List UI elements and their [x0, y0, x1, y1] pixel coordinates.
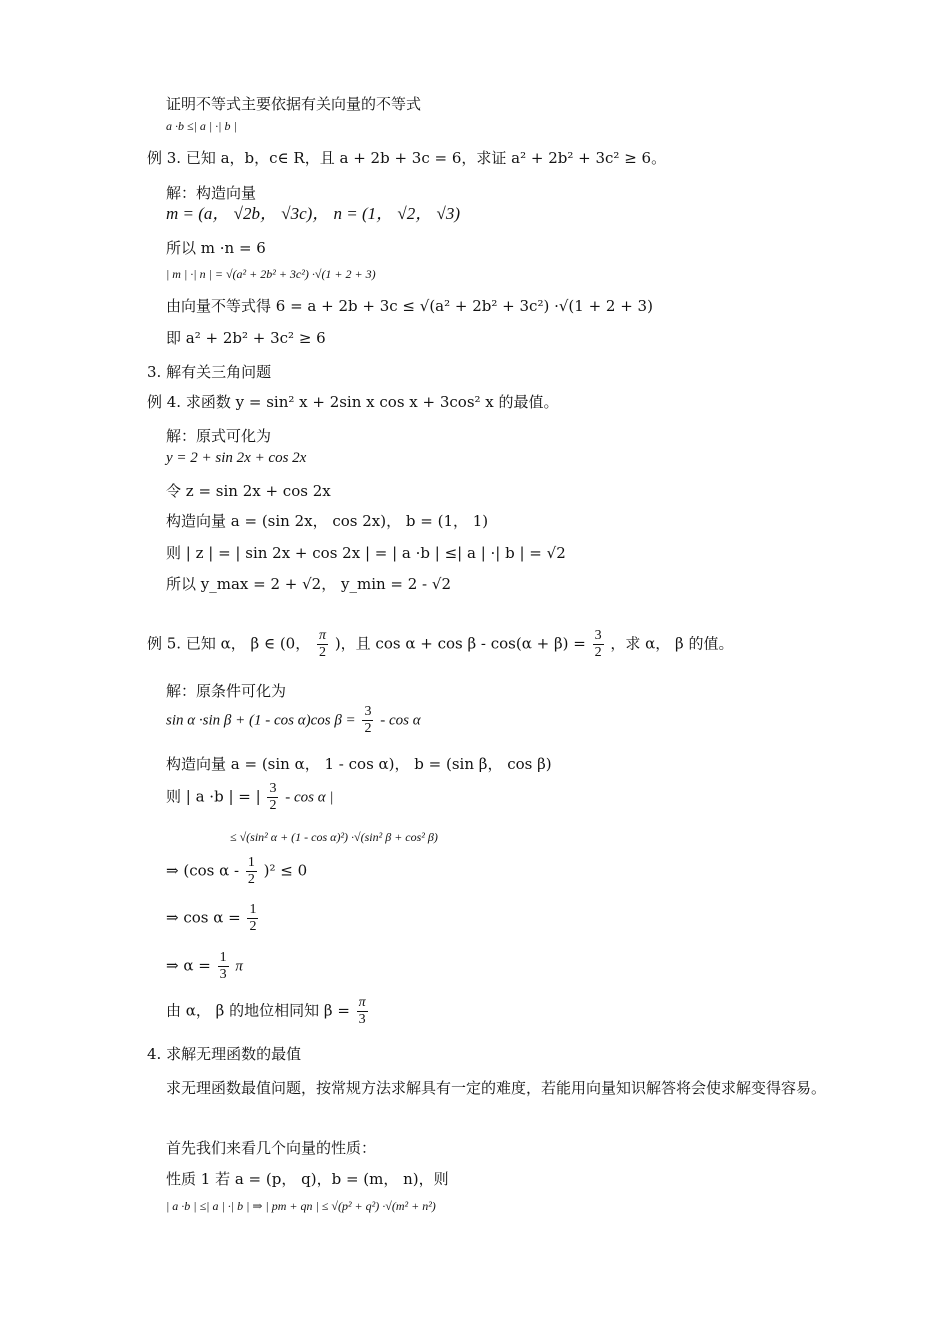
- formula-line: 令 z = sin 2x + cos 2x: [166, 482, 331, 500]
- formula-line: 即 a² + 2b² + 3c² ≥ 6: [166, 329, 326, 347]
- paragraph-line: 首先我们来看几个向量的性质：: [166, 1139, 377, 1157]
- formula-line: 所以 y_max = 2 + √2， y_min = 2 - √2: [166, 575, 452, 593]
- formula-line: ⇒ (cos α - $\frac{1}{2}$ )² ≤ 0: [166, 855, 308, 887]
- section-title: 4. 求解无理函数的最值: [147, 1045, 302, 1063]
- fraction: $\frac{3}{2}$: [269, 781, 277, 813]
- formula-line: 由向量不等式得 6 = a + 2b + 3c ≤ √(a² + 2b² + 3c²) ·√(1 + 2 + 3): [166, 297, 653, 315]
- example-5-title: 例 5. 已知 α， β ∈ (0， $\frac{\pi}{2}$ )，且 cos α + cos β - cos(α + β) = $\frac{3}{2}$ ，求 α， β 的值。: [147, 628, 734, 660]
- vector-definition: m = (a， √2b， √3c)， n = (1， √2， √3): [166, 204, 460, 223]
- formula-line: 构造向量 a = (sin α， 1 - cos α)， b = (sin β， cos β): [166, 755, 552, 773]
- formula-line: sin α ·sin β + (1 - cos α)cos β = $\frac{3}{2}$ - cos α: [166, 704, 421, 736]
- formula-line: y = 2 + sin 2x + cos 2x: [166, 450, 307, 466]
- formula-line: 构造向量 a = (sin 2x， cos 2x)， b = (1， 1): [166, 512, 489, 530]
- fraction: $\frac{1}{3}$: [219, 950, 227, 982]
- fraction: $\frac{1}{2}$: [249, 902, 257, 934]
- intro-line: 证明不等式主要依据有关向量的不等式: [166, 95, 422, 113]
- fraction: $\frac{\pi}{2}$: [319, 628, 327, 660]
- fraction: $\frac{\pi}{3}$: [358, 995, 366, 1027]
- paragraph: 求无理函数最值问题，按常规方法求解具有一定的难度，若能用向量知识解答将会使求解变得容易。: [166, 1079, 827, 1097]
- solution-label: 解：原式可化为: [166, 427, 272, 445]
- property-1: 性质 1 若 a = (p， q)，b = (m， n)，则: [166, 1170, 449, 1188]
- fraction: $\frac{3}{2}$: [364, 704, 372, 736]
- example-3-title: 例 3. 已知 a，b，c∈ R，且 a + 2b + 3c = 6，求证 a² + 2b² + 3c² ≥ 6。: [147, 149, 667, 167]
- section-title: 3. 解有关三角问题: [147, 363, 272, 381]
- solution-label: 解：构造向量: [166, 184, 257, 202]
- formula-line: 所以 m ·n = 6: [166, 239, 266, 257]
- solution-label: 解：原条件可化为: [166, 682, 287, 700]
- formula-line: ⇒ α = $\frac{1}{3}$ π: [166, 950, 243, 982]
- example-4-title: 例 4. 求函数 y = sin² x + 2sin x cos x + 3cos² x 的最值。: [147, 393, 559, 411]
- formula-line: ⇒ cos α = $\frac{1}{2}$: [166, 902, 257, 934]
- formula-line: ≤ √(sin² α + (1 - cos α)²) ·√(sin² β + cos² β): [230, 830, 438, 844]
- formula-line: | a ·b | ≤| a | ·| b | ⇒ | pm + qn | ≤ √(p² + q²) ·√(m² + n²): [166, 1199, 436, 1213]
- fraction: $\frac{1}{2}$: [247, 855, 255, 887]
- formula-line: | m | ·| n | = √(a² + 2b² + 3c²) ·√(1 + 2 + 3): [166, 267, 376, 281]
- formula-line: 则 | a ·b | = | $\frac{3}{2}$ - cos α |: [166, 781, 334, 813]
- vector-inequality: a ·b ≤| a | ·| b |: [166, 119, 237, 133]
- formula-line: 则 | z | = | sin 2x + cos 2x | = | a ·b | ≤| a | ·| b | = √2: [166, 544, 566, 562]
- formula-line: 由 α， β 的地位相同知 β = $\frac{\pi}{3}$: [166, 995, 366, 1027]
- fraction: $\frac{3}{2}$: [594, 628, 602, 660]
